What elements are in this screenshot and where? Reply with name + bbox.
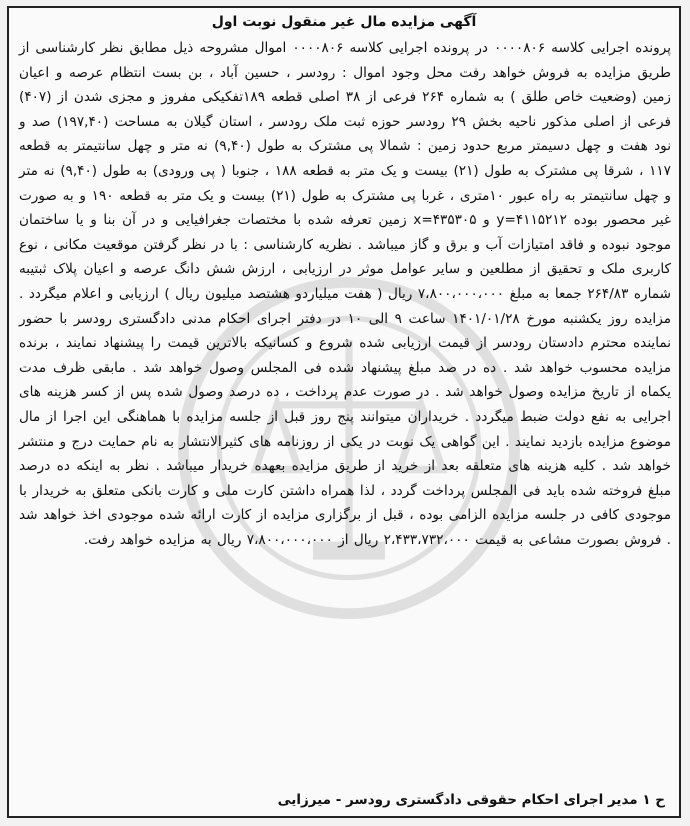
- notice-body: پرونده اجرایی کلاسه ۰۰۰۰۸۰۶ در پرونده اجرایی کلاسه ۰۰۰۰۸۰۶ اموال مشروحه ذیل مطابق نظر کارشناسی از طریق مزایده به فروش خواهد رفت محل وجود اموال : رودسر ، حسین آباد ، بن بست انتظام عرصه و اعیان زمین (وضعیت خاص طلق ) به شماره ۲۶۴ فرعی از ۳۸ اصلی قطعه ۱۸۹تفکیکی مفروز و مجزی شدن از (۴۰۷) فرعی از اصلی مذکور ناحیه بخش ۲۹ رودسر حوزه ثبت ملک رودسر ، استان گیلان به مساحت (۱۹۷,۴۰) صد و نود هفت و چهل دسیمتر مربع حدود زمین : شمالا پی مشترک به طول (۹,۴۰) نه متر و چهل سانتیمتر به قطعه ۱۱۷ ، شرقا پی مشترک به طول (۲۱) بیست و یک متر به قطعه ۱۸۸ ، جنوبا ( پی ورودی) به طول (۹,۴۰) نه متر و چهل سانتیمتر به راه عبور ۱۰متری ، غربا پی مشترک به طول (۲۱) بیست و یک متر به قطعه ۱۹۰ و به صورت غیر محصور بوده y=۴۱۱۵۲۱۲ و x=۴۳۵۳۰۵ زمین تعرفه شده با مختصات جغرافیایی و در آن بنا و یا ساختمان موجود نبوده و فاقد امتیازات آب و برق و گاز میباشد . نظریه کارشناسی : با در نظر گرفتن موقعیت مکانی ، نوع کاربری ملک و تحقیق از مطلعین و سایر عوامل موثر در ارزیابی ، ارزش شش دانگ عرصه و اعیان پلاک ثبتیبه شماره ۲۶۴/۸۳ جمعا به مبلغ ۷،۸۰۰،۰۰۰،۰۰۰ ریال ( هفت میلیاردو هشتصد میلیون ریال ) ارزیابی و اعلام میگردد . مزایده روز یکشنبه مورخ ۱۴۰۱/۰۱/۲۸ ساعت ۹ الی ۱۰ در دفتر اجرای احکام مدنی دادگستری رودسر با حضور نماینده محترم دادستان رودسر از قیمت ارزیابی شده شروع و کسانیکه بالاترین قیمت را پیشنهاد نمایند ، برنده مزایده محسوب خواهد شد . ده در صد مبلغ پیشنهاد شده فی المجلس وصول خواهد شد . مابقی ظرف مدت یکماه از تاریخ مزایده وصول خواهد شد . در صورت عدم پرداخت ، ده درصد وصول شده پس از کسر هزینه های اجرایی به نفع دولت ضبط میگردد . خریداران میتوانند پنج روز قبل از جلسه مزایده با هماهنگی این اجرا از مال موضوع مزایده بازدید نمایند . این گواهی یک نوبت در یکی از روزنامه های کثیرالانتشار به نام حمایت درج و منتشر خواهد شد . کلیه هزینه های متعلقه بعد از خرید از طریق مزایده بعهده خریدار میباشد . نظر به اینکه ده درصد مبلغ فروخته شده باید فی المجلس پرداخت گردد ، لذا همراه داشتن کارت ملی و کارت بانکی متعلق به خریدار با موجودی کافی در جلسه مزایده الزامی بوده ، قبل از برگزاری مزایده از کارت ارائه شده موجودی اخذ خواهد شد . فروش بصورت مشاعی به قیمت ۲،۴۳۳،۷۳۲،۰۰۰ ریال از ۷،۸۰۰،۰۰۰،۰۰۰ ریال به مزایده خواهد رفت.: [19, 40, 672, 548]
- signature-line: ح ۱ مدیر اجرای احکام حقوقی دادگستری رودسر - میرزایی: [277, 792, 665, 808]
- auction-notice: [7, 6, 681, 818]
- notice-title: آگهی مزایده مال غیر منقول نوبت اول: [211, 14, 477, 30]
